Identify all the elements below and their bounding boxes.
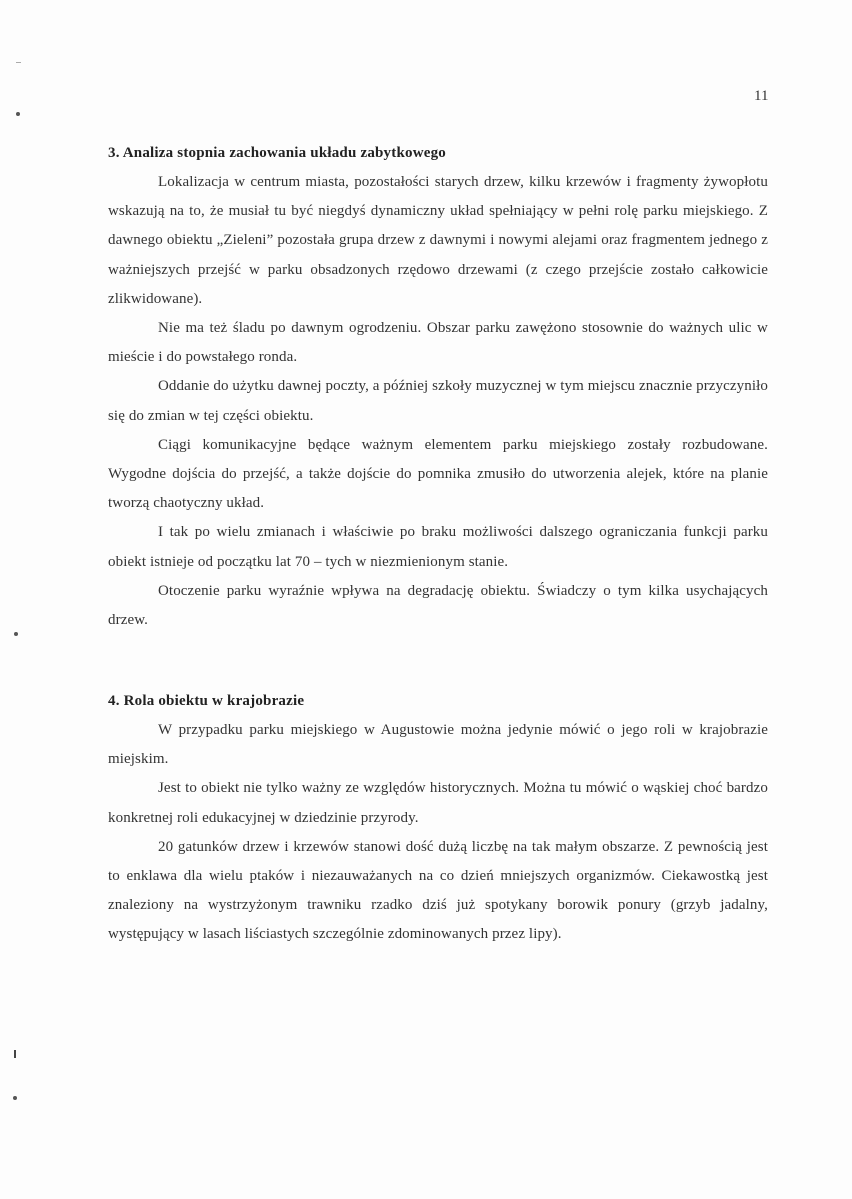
paragraph: Lokalizacja w centrum miasta, pozostałości starych drzew, kilku krzewów i fragmenty żywopłotu wskazują na to, że musiał tu być niegdyś dynamiczny układ spełniający w pełni rolę parku miejskiego. Z dawnego obiektu „Zieleni” pozostała grupa drzew z dawnymi i nowymi alejami oraz fragmentem jednego z ważniejszych przejść w parku obsadzonych rzędowo drzewami (z czego przejście zostało całkowicie zlikwidowane). xyxy=(108,174,768,307)
paragraph: Otoczenie parku wyraźnie wpływa na degradację obiektu. Świadczy o tym kilka usychających drzew. xyxy=(108,582,768,629)
punch-hole-mark xyxy=(16,112,20,116)
section-landscape-role xyxy=(108,690,768,950)
paragraph: Nie ma też śladu po dawnym ogrodzeniu. Obszar parku zawężono stosownie do ważnych ulic w mieście i do powstałego ronda. xyxy=(108,320,768,366)
section-analysis xyxy=(108,142,768,635)
paragraph: W przypadku parku miejskiego w Augustowie można jedynie mówić o jego roli w krajobrazie miejskim. xyxy=(108,722,768,768)
paragraph: I tak po wielu zmianach i właściwie po braku możliwości dalszego ograniczania funkcji parku obiekt istnieje od początku lat 70 – tych w niezmienionym stanie. xyxy=(108,524,768,570)
punch-hole-mark xyxy=(14,1050,16,1058)
section-heading: 4. Rola obiektu w krajobrazie xyxy=(108,693,305,709)
section-heading: 3. Analiza stopnia zachowania układu zabytkowego xyxy=(108,145,446,161)
paragraph: Ciągi komunikacyjne będące ważnym elementem parku miejskiego zostały rozbudowane. Wygodne dojścia do przejść, a także dojście do pomnika zmusiło do utworzenia alejek, które na planie tworzą chaotyczny układ. xyxy=(108,436,768,512)
paragraph: Oddanie do użytku dawnej poczty, a później szkoły muzycznej w tym miejscu znacznie przyczyniło się do zmian w tej części obiektu. xyxy=(108,378,768,424)
punch-hole-mark xyxy=(14,632,18,636)
scan-mark xyxy=(16,62,21,63)
paragraph: 20 gatunków drzew i krzewów stanowi dość dużą liczbę na tak małym obszarze. Z pewnością jest to enklawa dla wielu ptaków i niezauważanych na co dzień mniejszych organizmów. Ciekawostką jest znaleziony na wystrzyżonym trawniku rzadko dziś już spotykany borowik ponury (grzyb jadalny, występujący w lasach liściastych szczególnie zdominowanych przez lipy). xyxy=(108,838,768,943)
punch-hole-mark xyxy=(13,1096,17,1100)
page-number: 11 xyxy=(754,88,769,104)
paragraph: Jest to obiekt nie tylko ważny ze względów historycznych. Można tu mówić o wąskiej choć bardzo konkretnej roli edukacyjnej w dziedzinie przyrody. xyxy=(108,780,768,826)
